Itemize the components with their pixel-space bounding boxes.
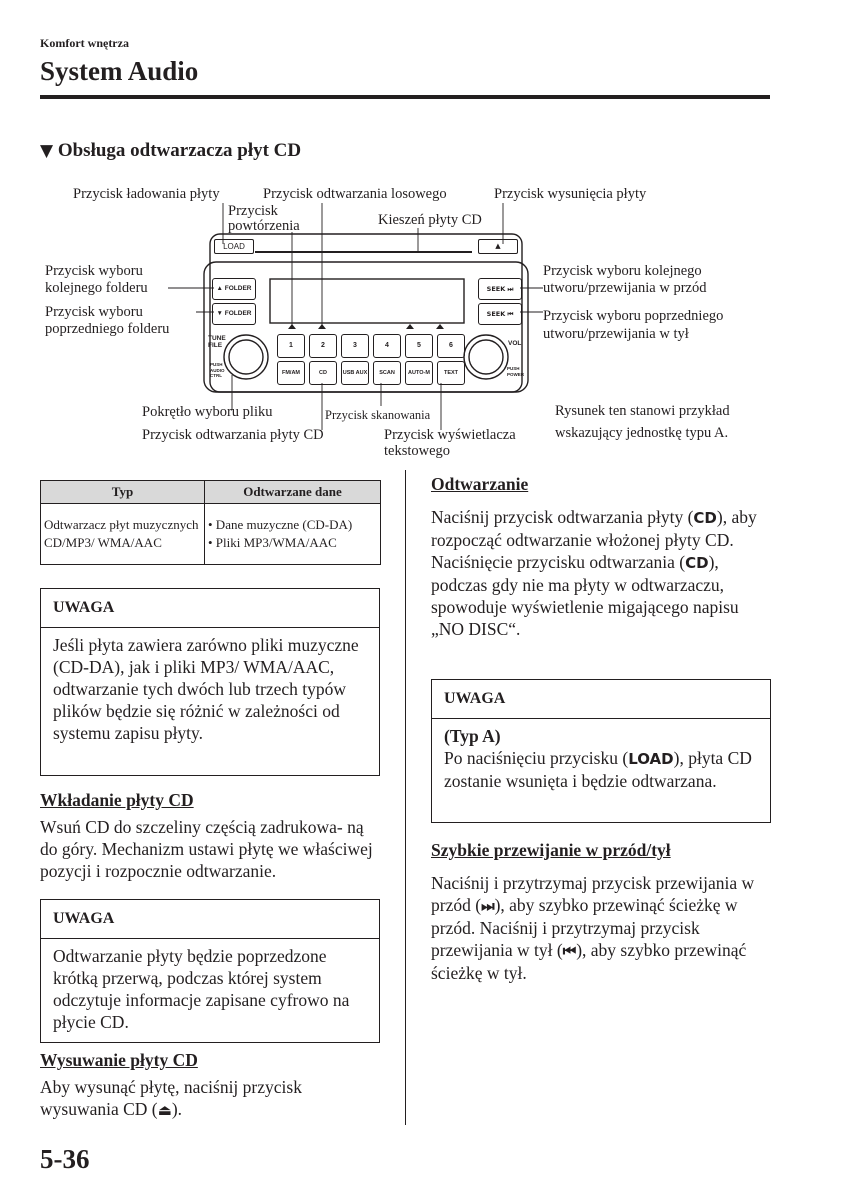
column-divider (405, 470, 406, 1125)
radio-unit-illustration (0, 0, 845, 470)
label-next-folder-1: Przycisk wyboru (45, 263, 143, 279)
label-random-button: Przycisk odtwarzania losowego (263, 186, 447, 202)
ff-text (431, 872, 776, 984)
insert-heading: Wkładanie płyty CD (40, 790, 194, 810)
radio-display (270, 279, 464, 323)
note-box-1 (40, 588, 380, 776)
table-row (41, 504, 381, 565)
auto-m-button[interactable] (405, 361, 433, 385)
preset-button-4[interactable] (373, 334, 401, 358)
section-title-text: Obsługa odtwarzacza płyt CD (57, 140, 302, 161)
preset-button-6[interactable] (437, 334, 465, 358)
cd-icon: CD (685, 554, 709, 572)
text-button[interactable] (437, 361, 465, 385)
note-body (432, 719, 770, 822)
load-button[interactable] (214, 239, 254, 254)
load-button-label: LOAD (223, 242, 245, 251)
seek-up-label: SEEK ⏭ (486, 285, 514, 293)
label-scan-button: Przycisk skanowania (325, 408, 431, 422)
label-file-knob: Pokrętło wyboru pliku (142, 404, 273, 420)
figure-note-2: wskazujący jednostkę typu A. (555, 425, 729, 441)
note-text-part: ), płyta CD zostanie wsunięta i będzie odtwarzana. (444, 748, 752, 791)
load-icon: LOAD (628, 750, 674, 768)
play-text-part: Naciśnij przycisk odtwarzania płyty ( (431, 507, 694, 527)
file-knob (224, 335, 268, 379)
preset-label: 1 (289, 342, 293, 349)
function-label: AUTO-M (408, 370, 430, 376)
table-cell-item: • Pliki MP3/WMA/AAC (208, 535, 337, 550)
seek-down-button[interactable] (478, 303, 522, 325)
eject-text-part: ). (171, 1099, 183, 1119)
eject-icon: ⏏ (157, 1101, 172, 1119)
folder-up-button[interactable] (212, 278, 256, 300)
note-heading: UWAGA (432, 680, 770, 719)
seek-up-button[interactable] (478, 278, 522, 300)
ff-text-part: ), aby szybko przewinąć ścieżkę w przód. Naciśnij i przytrzymaj przycisk przewijania w tył ( (431, 895, 738, 960)
push-audio-label: PUSH AUDIO CTRL (210, 362, 225, 378)
seek-down-label: SEEK ⏮ (486, 310, 514, 318)
label-prev-folder-1: Przycisk wyboru (45, 304, 143, 320)
label-text-button-2: tekstowego (384, 443, 451, 459)
preset-button-3[interactable] (341, 334, 369, 358)
label-next-folder-2: kolejnego folderu (45, 280, 148, 296)
preset-label: 2 (321, 342, 325, 349)
table-header-row (41, 481, 381, 504)
insert-text: Wsuń CD do szczeliny częścią zadrukowa- ną do góry. Mechanizm ustawi płytę we właściwej pozycji i rozpocznie odtwarzanie. (40, 817, 373, 881)
folder-down-button[interactable] (212, 303, 256, 325)
table-header: Typ (41, 481, 205, 504)
push-power-label: PUSH POWER (507, 366, 525, 377)
ff-heading: Szybkie przewijanie w przód/tył (431, 840, 671, 860)
note-text-part: Po naciśnięciu przycisku ( (444, 748, 629, 768)
label-cd-play-button: Przycisk odtwarzania płyty CD (142, 427, 324, 443)
usb-aux-button[interactable] (341, 361, 369, 385)
figure-note-1: Rysunek ten stanowi przykład (555, 403, 730, 419)
tune-file-label: TUNE FILE (208, 335, 226, 349)
eject-text-part: Aby wysunąć płytę, naciśnij przycisk wysuwania CD ( (40, 1077, 302, 1119)
note-box-3 (431, 679, 771, 823)
skip-back-icon: ⏮ (562, 942, 577, 960)
play-text-part: ), aby rozpocząć odtwarzanie włożonej płyty CD. Naciśnięcie przycisku odtwarzania ( (431, 507, 757, 572)
table-cell-type: Odtwarzacz płyt muzycznych CD/MP3/ WMA/AAC (41, 504, 205, 565)
play-text-part: ), podczas gdy nie ma płyty w odtwarzaczu, spowoduje wyświetlenie migającego napisu „NO DISC“. (431, 552, 739, 639)
data-type-table (40, 480, 381, 565)
ff-text-part: ), aby szybko przewinąć ścieżkę w tył. (431, 940, 747, 983)
label-prev-track-1: Przycisk wyboru poprzedniego (543, 308, 724, 324)
folder-down-label: ▼ FOLDER (216, 310, 252, 317)
skip-forward-icon: ⏭ (481, 897, 495, 915)
function-label: USB AUX (342, 370, 368, 376)
preset-button-2[interactable] (309, 334, 337, 358)
eject-text (40, 1076, 385, 1121)
preset-label: 6 (449, 342, 453, 349)
preset-button-1[interactable] (277, 334, 305, 358)
chapter-label: Komfort wnętrza (40, 36, 129, 50)
fm-am-button[interactable] (277, 361, 305, 385)
function-label: FM/AM (281, 370, 301, 376)
cd-button[interactable] (309, 361, 337, 385)
play-text (431, 506, 776, 640)
ff-text-part: Naciśnij i przytrzymaj przycisk przewijania w przód ( (431, 873, 755, 915)
triangle-down-icon: ▼ (40, 141, 54, 161)
label-cd-slot: Kieszeń płyty CD (378, 212, 482, 228)
volume-knob (464, 335, 508, 379)
eject-heading: Wysuwanie płyty CD (40, 1050, 198, 1070)
eject-button[interactable] (478, 239, 518, 254)
label-repeat-button-1: Przycisk (228, 203, 278, 219)
table-cell-item: • Dane muzyczne (CD-DA) (208, 517, 353, 532)
table-cell-data (205, 504, 381, 565)
note-subheading: (Typ A) (444, 726, 501, 746)
label-text-button-1: Przycisk wyświetlacza (384, 427, 516, 443)
preset-label: 5 (417, 342, 421, 349)
note-body: Jeśli płyta zawiera zarówno pliki muzyczne (CD-DA), jak i pliki MP3/ WMA/AAC, odtwarzanie tych dwóch lub trzech typów plików będzie się różnić w zależności od systemu zapisu płyty. (53, 635, 359, 743)
label-repeat-button-2: powtórzenia (228, 218, 300, 234)
table-header: Odtwarzane dane (205, 481, 381, 504)
eject-icon: ▲ (495, 242, 501, 250)
scan-button[interactable] (373, 361, 401, 385)
label-next-track-1: Przycisk wyboru kolejnego (543, 263, 702, 279)
label-prev-track-2: utworu/przewijania w tył (543, 326, 689, 342)
page-title: System Audio (40, 56, 199, 86)
preset-label: 4 (385, 342, 389, 349)
preset-label: 3 (353, 342, 357, 349)
folder-up-label: ▲ FOLDER (216, 285, 252, 292)
vol-label: VOL (508, 340, 522, 347)
label-prev-folder-2: poprzedniego folderu (45, 321, 170, 337)
note-box-2 (40, 899, 380, 1043)
label-eject-button: Przycisk wysunięcia płyty (494, 186, 647, 202)
cd-icon: CD (693, 509, 717, 527)
label-load-button: Przycisk ładowania płyty (73, 186, 220, 202)
label-next-track-2: utworu/przewijania w przód (543, 280, 707, 296)
preset-buttons (277, 334, 465, 358)
function-label: SCAN (379, 370, 395, 376)
note-heading: UWAGA (41, 900, 379, 939)
function-buttons (277, 361, 465, 385)
page-number: 5-36 (40, 1144, 90, 1174)
note-heading: UWAGA (41, 589, 379, 628)
note-body: Odtwarzanie płyty będzie poprzedzone krótką przerwą, podczas której system odczytuje informacje zapisane cyfrowo na płycie CD. (53, 946, 350, 1032)
play-heading: Odtwarzanie (431, 474, 529, 494)
preset-button-5[interactable] (405, 334, 433, 358)
function-label: CD (319, 370, 327, 376)
function-label: TEXT (443, 370, 459, 376)
